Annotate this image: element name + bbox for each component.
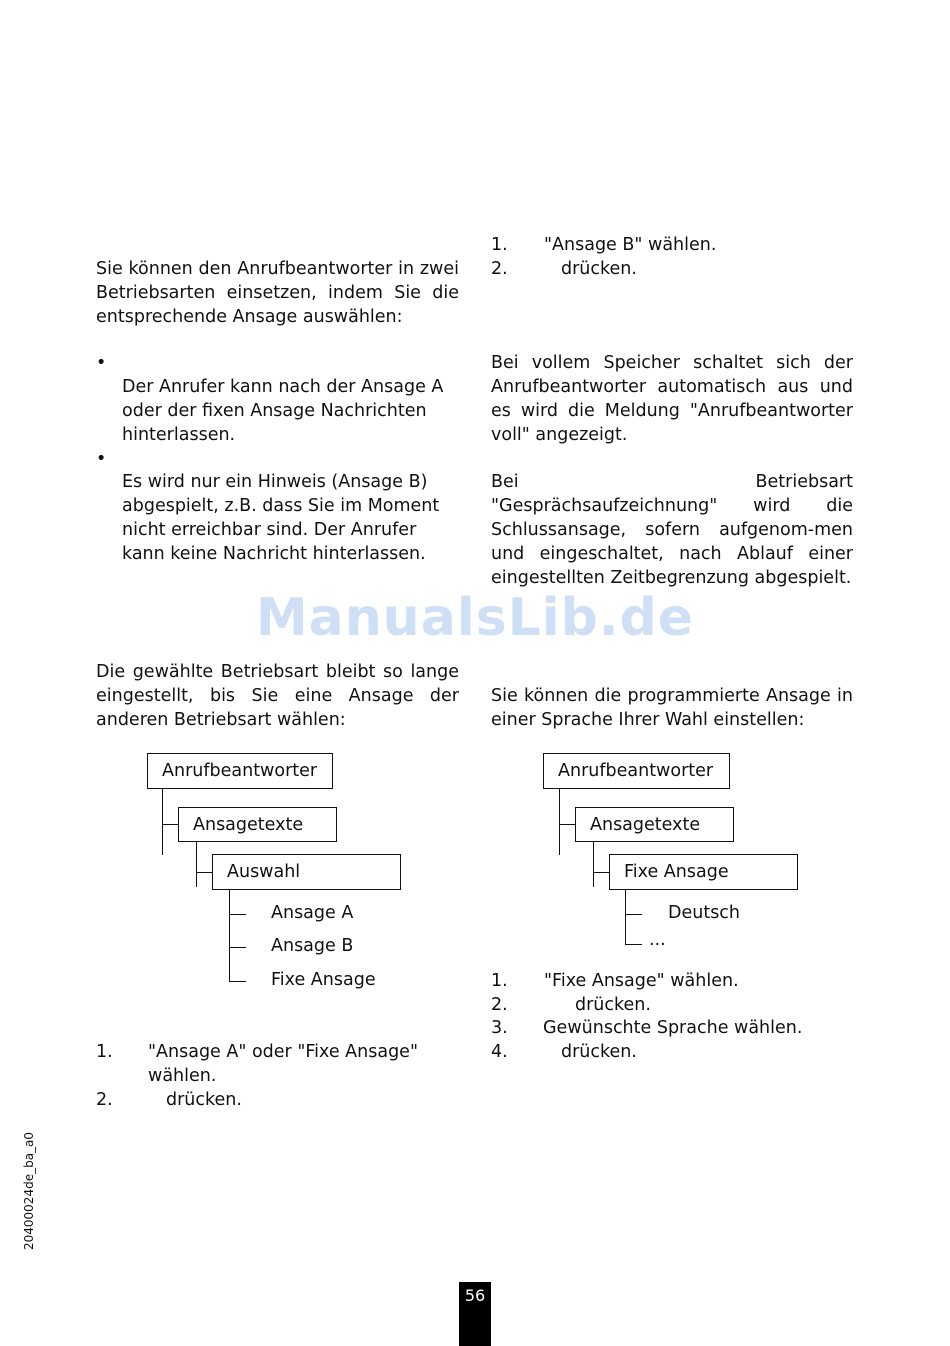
language-paragraph: Sie können die programmierte Ansage in einer Sprache Ihrer Wahl einstellen: — [491, 686, 853, 730]
step-number: 2. — [491, 259, 508, 279]
menu-option: Fixe Ansage — [271, 970, 376, 990]
menu-box-ansagetexte: Ansagetexte — [178, 807, 337, 842]
tree-line — [625, 914, 642, 915]
menu-option: Ansage A — [271, 903, 354, 923]
step-text: "Fixe Ansage" wählen. — [544, 971, 739, 991]
tree-line — [625, 890, 626, 944]
step-text: Gewünschte Sprache wählen. — [543, 1018, 803, 1038]
tree-line — [196, 872, 213, 873]
tree-line — [196, 842, 197, 887]
watermark: ManualsLib.de — [255, 588, 695, 648]
step-text: drücken. — [575, 995, 651, 1015]
step-text: "Ansage A" oder "Fixe Ansage" wählen. — [148, 1042, 418, 1086]
menu-box-ansagetexte: Ansagetexte — [575, 807, 734, 842]
menu-box-auswahl: Auswahl — [212, 854, 401, 890]
tree-line — [593, 842, 594, 887]
step-number: 3. — [491, 1018, 508, 1038]
tree-line — [559, 789, 560, 855]
menu-option: ... — [649, 930, 666, 950]
bullet-symbol: • — [96, 353, 107, 373]
menu-box-fixe-ansage: Fixe Ansage — [609, 854, 798, 890]
tree-line — [229, 947, 246, 948]
tree-line — [229, 914, 246, 915]
document-code: 20400024de_ba_a0 — [22, 1131, 36, 1250]
intro-paragraph: Sie können den Anrufbeantworter in zwei Betriebsarten einsetzen, indem Sie die entsprechende Ansage auswählen: — [96, 259, 459, 327]
bullet-text: Der Anrufer kann nach der Ansage A oder der fixen Ansage Nachrichten hinterlassen. — [122, 377, 444, 445]
step-text: drücken. — [561, 259, 637, 279]
tree-line — [593, 872, 610, 873]
step-number: 4. — [491, 1042, 508, 1062]
step-number: 1. — [96, 1042, 113, 1062]
step-number: 1. — [491, 235, 508, 255]
tree-line — [625, 944, 642, 945]
tree-line — [229, 981, 246, 982]
page-number: 56 — [459, 1282, 491, 1346]
step-number: 2. — [96, 1090, 113, 1110]
tree-line — [229, 890, 230, 981]
tree-line — [162, 824, 179, 825]
mode-paragraph: Die gewählte Betriebsart bleibt so lange eingestellt, bis Sie eine Ansage der anderen Betriebsart wählen: — [96, 662, 459, 730]
menu-box-anrufbeantworter: Anrufbeantworter — [147, 753, 333, 789]
step-number: 1. — [491, 971, 508, 991]
menu-box-anrufbeantworter: Anrufbeantworter — [543, 753, 730, 789]
tree-line — [162, 789, 163, 855]
memory-paragraph: Bei vollem Speicher schaltet sich der Anrufbeantworter automatisch aus und es wird die Meldung "Anrufbeantworter voll" angezeigt. — [491, 353, 853, 445]
step-number: 2. — [491, 995, 508, 1015]
recording-paragraph: Bei Betriebsart "Gesprächsaufzeichnung" wird die Schlussansage, sofern aufgenom-men und eingeschaltet, nach Ablauf einer eingestellten Zeitbegrenzung abgespielt. — [491, 472, 853, 588]
step-text: drücken. — [561, 1042, 637, 1062]
step-text: drücken. — [166, 1090, 242, 1110]
bullet-symbol: • — [96, 449, 107, 469]
tree-line — [559, 824, 576, 825]
menu-option: Ansage B — [271, 936, 354, 956]
step-text: "Ansage B" wählen. — [544, 235, 717, 255]
bullet-text: Es wird nur ein Hinweis (Ansage B) abgespielt, z.B. dass Sie im Moment nicht erreichbar sind. Der Anrufer kann keine Nachricht hinterlassen. — [122, 472, 440, 564]
menu-option: Deutsch — [668, 903, 741, 923]
